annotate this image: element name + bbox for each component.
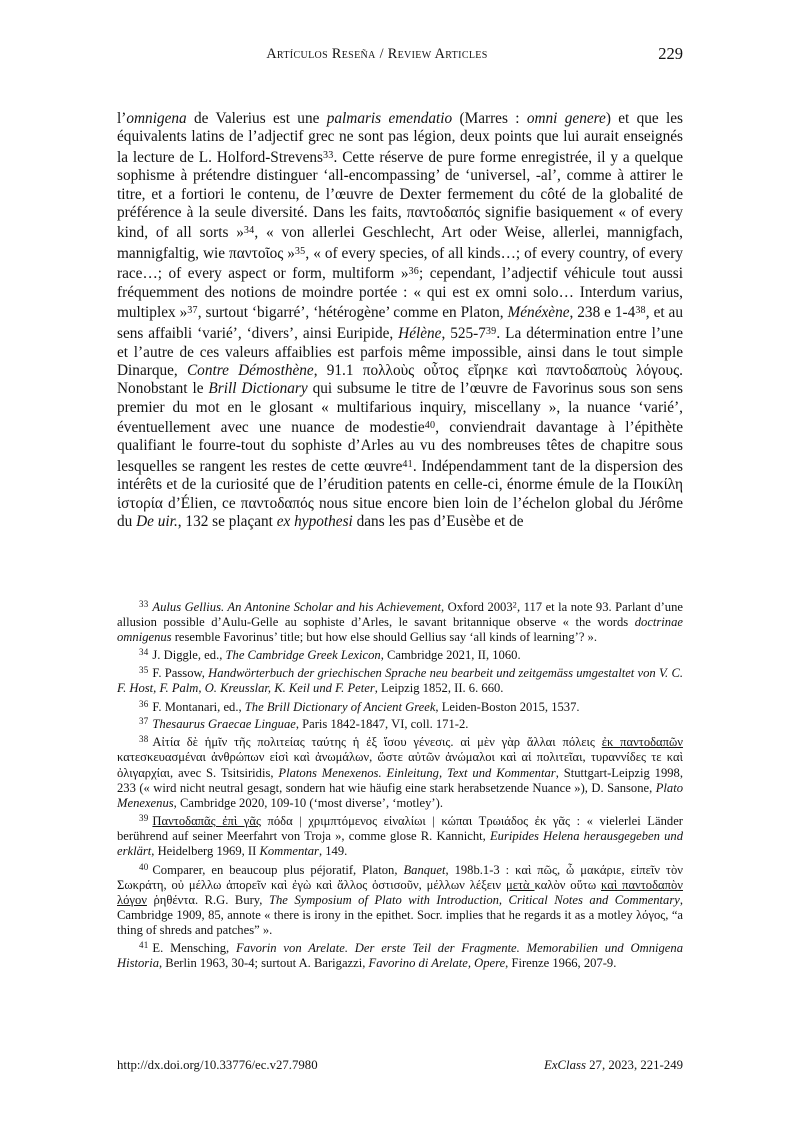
footnote-text: F. Montanari, ed., The Brill Dictionary of Ancient Greek, Leiden-Boston 2015, 1537. bbox=[152, 699, 580, 714]
footnote-marker: 40 bbox=[139, 861, 149, 872]
footnote-40 bbox=[117, 860, 683, 939]
body-paragraph: l’omnigena de Valerius est une palmaris emendatio (Marres : omni genere) et que les équivalents latins de l’adjectif grec ne sont pas légion, deux points que lui aurait enseignés la lecture de L. Holford-Strevens$^{33}$. Cette réserve de pure forme enregistrée, il y a quelque sophisme à prétendre distinguer ‘all-encompassing’ de ‘universel, -al’, comme à attirer le titre, et a fortiori le contenu, de l’œuvre de Dexter fermement du côté de la globalité de préférence à la seule diversité. Dans les faits, παντοδαπός signifie basiquement « of every kind, of all sorts »$^{34}$, « von allerlei Geschlecht, Art oder Weise, allerlei, mannigfach, mannigfaltig, wie παντοῖος »$^{35}$, « of every species, of all kinds…; of every country, of every race…; of every aspect or form, multiform »$^{36}$; cependant, l’adjectif véhicule tout aussi fréquemment des notions de moindre portée : « qui est ex omni solo… Interdum varius, multiplex »$^{37}$, surtout ‘bigarré’, ‘hétérogène’ comme en Platon, Ménéxène, 238 e $1-4^{38}$, et au sens affaibli ‘varié’, ‘divers’, ainsi Euripide, Hélène, $525-7^{39}$. La détermination entre l’une et l’autre de ces valeurs affaiblies est parfois même impossible, ainsi dans le tout simple Dinarque, Contre Démosthène, 91.1 πολλοὺς οὗτος εἴρηκε καὶ παντοδαποὺς λόγους. Nonobstant le Brill Dictionary qui subsume le titre de l’œuvre de Favorinus sous son sens premier du mot en le glosant « multifarious inquiry, miscellany », la nuance ‘varié’, éventuellement avec une nuance de modestie$^{40}$, conviendrait davantage à l’épithète qualifiant le fourre-tout du sophiste d’Arles au vu des nombreuses têtes de chapitre sous lesquelles se rangent les restes de cette œuvre$^{41}$. Indépendamment tant de la dispersion des intérêts et de la curiosité que de l’érudition patents en celle-ci, énorme émule de la Ποικίλη ἱστορία d’Élien, ce παντοδαπός nous situe encore bien loin de l’échelon global du Jérôme du De uir., 132 se plaçant ex hypothesi dans les pas d’Eusèbe et de bbox=[117, 110, 684, 531]
body-text bbox=[117, 110, 683, 531]
footnote-34 bbox=[117, 645, 683, 663]
footnote-37 bbox=[117, 714, 683, 732]
footnote-text: F. Passow, Handwörterbuch der griechischen Sprache neu bearbeit und zeitgemäss umgestaltet von V. C. F. Host, F. Palm, O. Kreusslar, K. Keil und F. Peter, Leipzig 1852, II. 6. 660. bbox=[117, 666, 683, 696]
footnote-marker: 37 bbox=[139, 716, 149, 727]
footnotes-section bbox=[117, 597, 683, 972]
footnote-marker: 38 bbox=[139, 734, 149, 745]
footnote-text: Αἰτία δὲ ἡμῖν τῆς πολιτείας ταύτης ἡ ἐξ ἴσου γένεσις. αἱ μὲν γὰρ ἄλλαι πόλεις ἐκ παντοδαπῶν κατεσκευασμέναι ἀνθρώπων εἰσὶ καὶ ἀνωμάλων, ὥστε αὐτῶν ἀνώμαλοι καὶ αἱ πολιτεῖαι, τυραννίδες τε καὶ ὀλιγαρχίαι, avec S. Tsitsiridis, Platons Menexenos. Einleitung, Text und Kommentar, Stuttgart-Leipzig 1998, 233 (« wird nicht neutral gesagt, sondern hat wie häufig eine stark herabsetzende Nuance »), D. Sansone, Plato Menexenus, Cambridge 2020, 109-10 (‘most diverse’, ‘motley’). bbox=[117, 735, 683, 811]
footnote-text: Παντοδαπᾶς ἐπὶ γᾶς πόδα | χριμπτόμενος εἰναλίωι | κώπαι Τρωιάδος ἐκ γᾶς : « vielerlei Länder berührend auf seiner Meerfahrt von Troja », comme glose R. Kannicht, Euripides Helena herausgegeben und erklärt, Heidelberg 1969, II Kommentar, 149. bbox=[117, 814, 683, 859]
footnote-text: Aulus Gellius. An Antonine Scholar and his Achievement, Oxford 2003$^2$, 117 et la note 93. Parlant d’une allusion possible d’Aulu-Gelle au sophiste d’Arles, le savant britannique observe « the words doctrinae omnigenus resemble Favorinus’ title; but how else should Gellius say ‘all kinds of learning’? ». bbox=[117, 599, 683, 645]
footnote-39 bbox=[117, 811, 683, 859]
footnote-33 bbox=[117, 597, 683, 645]
doi-link[interactable]: http://dx.doi.org/10.33776/ec.v27.7980 bbox=[117, 1058, 318, 1072]
running-head bbox=[117, 46, 683, 66]
footnote-marker: 39 bbox=[139, 813, 149, 824]
footnote-marker: 36 bbox=[139, 698, 149, 709]
footnote-text: Comparer, en beaucoup plus péjoratif, Platon, Banquet, 198b.1-3 : καὶ πῶς, ὦ μακάριε, εἰπεῖν τὸν Σωκράτη, οὐ μέλλω ἀπορεῖν καὶ ἐγὼ καὶ ἄλλος ὁστισοῦν, μέλλων λέξειν μετὰ καλὸν οὕτω καὶ παντοδαπὸν λόγον ῥηθέντα. R.G. Bury, The Symposium of Plato with Introduction, Critical Notes and Commentary, Cambridge 1909, 85, annote « there is irony in the epithet. Socr. implies that he regards it as a motley λόγος, “a thing of shreds and patches” ». bbox=[117, 862, 683, 938]
footnote-text: Thesaurus Graecae Linguae, Paris 1842-1847, VI, coll. 171-2. bbox=[152, 717, 469, 732]
footnote-35 bbox=[117, 663, 683, 696]
footnote-marker: 35 bbox=[139, 665, 149, 676]
footnote-marker: 41 bbox=[139, 940, 149, 951]
footnote-text: J. Diggle, ed., The Cambridge Greek Lexicon, Cambridge 2021, II, 1060. bbox=[152, 648, 521, 663]
footnote-36 bbox=[117, 697, 683, 715]
page-footer bbox=[117, 1058, 683, 1073]
footnote-41 bbox=[117, 938, 683, 971]
footnote-38 bbox=[117, 732, 683, 811]
running-head-title: Artículos Reseña / Review Articles bbox=[266, 46, 488, 62]
footnote-text: E. Mensching, Favorin von Arelate. Der erste Teil der Fragmente. Memorabilien und Omnigena Historia, Berlin 1963, 30-4; surtout A. Barigazzi, Favorino di Arelate, Opere, Firenze 1966, 207-9. bbox=[117, 941, 683, 971]
page-number: 229 bbox=[658, 44, 683, 63]
footnote-marker: 34 bbox=[139, 647, 149, 658]
journal-citation: ExClass 27, 2023, 221-249 bbox=[544, 1058, 683, 1072]
footnote-marker: 33 bbox=[139, 599, 149, 609]
